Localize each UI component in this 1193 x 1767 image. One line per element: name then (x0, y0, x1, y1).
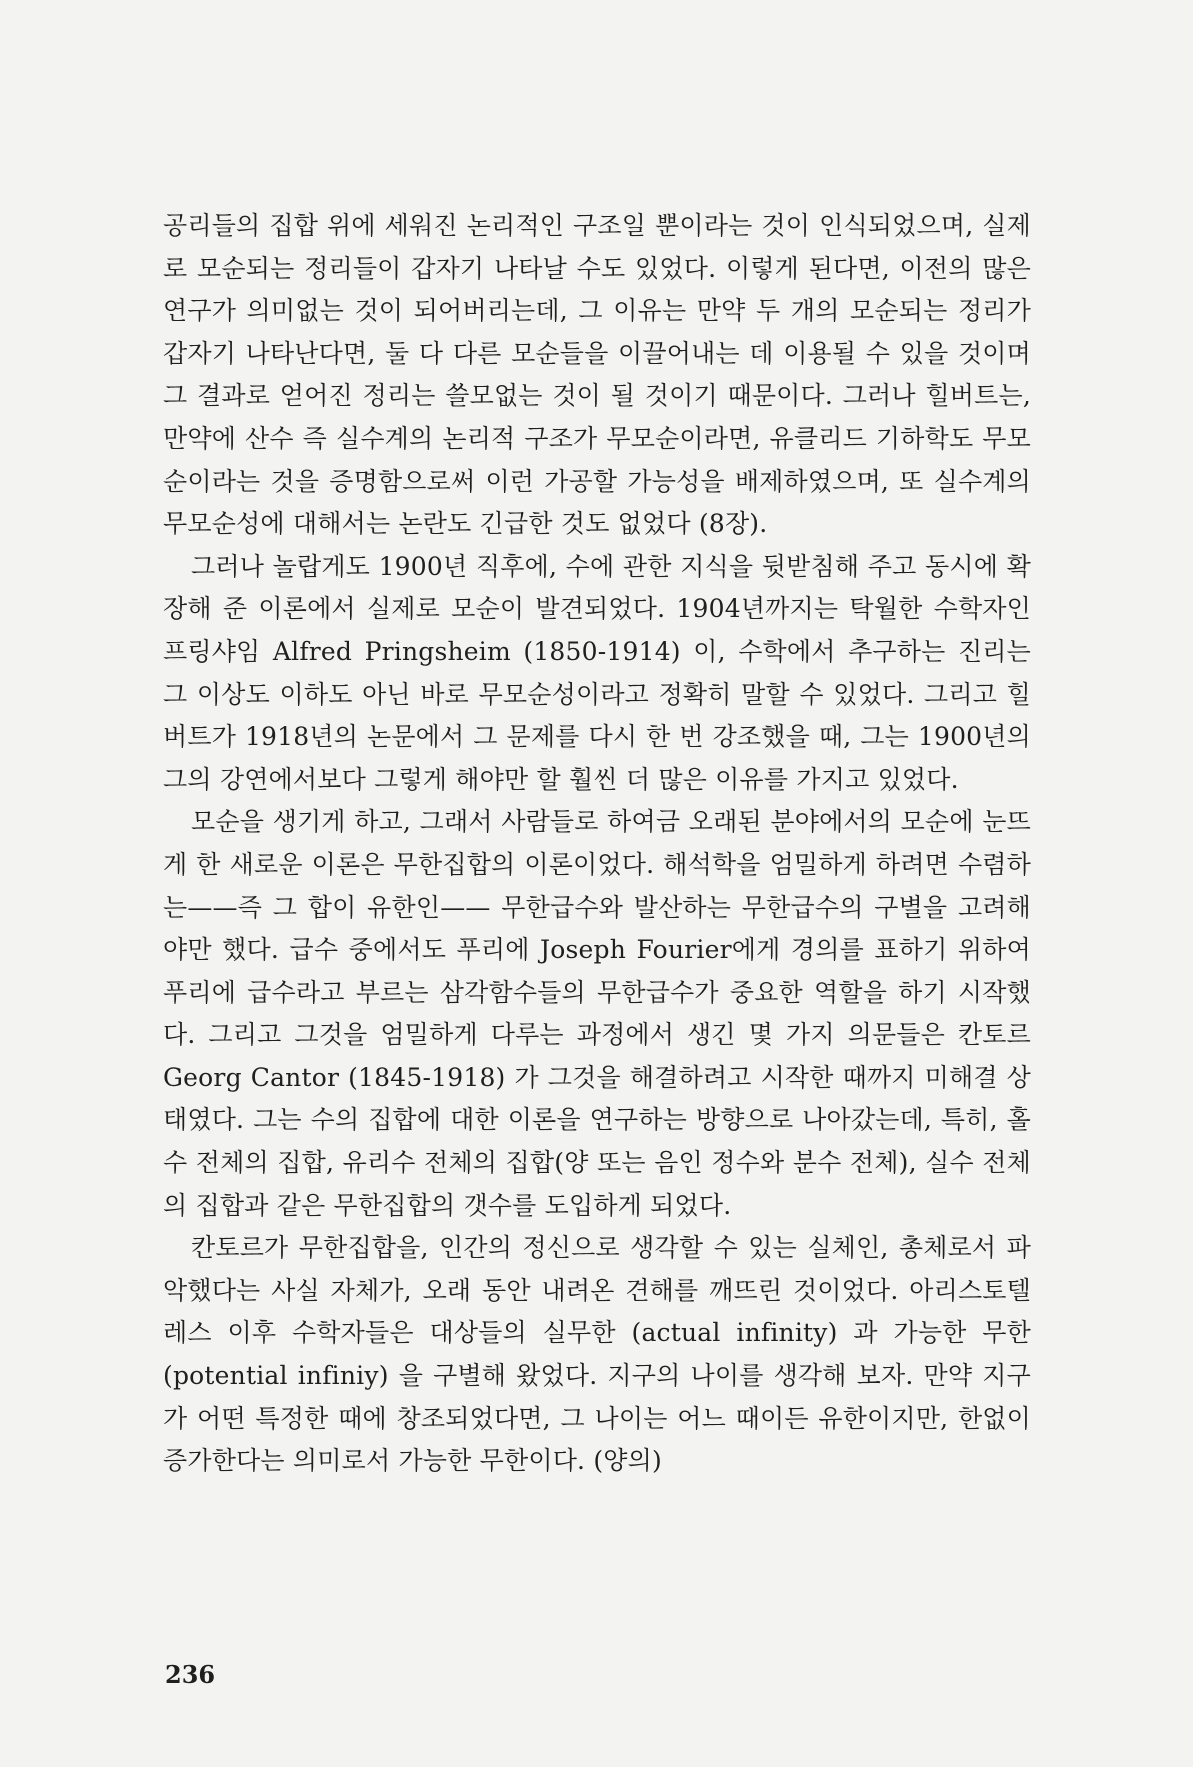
page-number: 236 (165, 1660, 216, 1689)
paragraph-3: 모순을 생기게 하고, 그래서 사람들로 하여금 오래된 분야에서의 모순에 눈뜨게 한 새로운 이론은 무한집합의 이론이었다. 해석학을 엄밀하게 하려면 수렴하는——즉 그 합이 유한인—— 무한급수와 발산하는 무한급수의 구별을 고려해야만 했다. 급수 중에서도 푸리에 Joseph Fourier에게 경의를 표하기 위하여 푸리에 급수라고 부르는 삼각함수들의 무한급수가 중요한 역할을 하기 시작했다. 그리고 그것을 엄밀하게 다루는 과정에서 생긴 몇 가지 의문들은 칸토르 Georg Cantor (1845-1918) 가 그것을 해결하려고 시작한 때까지 미해결 상태였다. 그는 수의 집합에 대한 이론을 연구하는 방향으로 나아갔는데, 특히, 홀수 전체의 집합, 유리수 전체의 집합(양 또는 음인 정수와 분수 전체), 실수 전체의 집합과 같은 무한집합의 갯수를 도입하게 되었다. (163, 807, 1031, 1220)
body-text (163, 205, 1031, 1483)
paragraph-1: 공리들의 집합 위에 세워진 논리적인 구조일 뿐이라는 것이 인식되었으며, 실제로 모순되는 정리들이 갑자기 나타날 수도 있었다. 이렇게 된다면, 이전의 많은 연구가 의미없는 것이 되어버리는데, 그 이유는 만약 두 개의 모순되는 정리가 갑자기 나타난다면, 둘 다 다른 모순들을 이끌어내는 데 이용될 수 있을 것이며 그 결과로 얻어진 정리는 쓸모없는 것이 될 것이기 때문이다. 그러나 힐버트는, 만약에 산수 즉 실수계의 논리적 구조가 무모순이라면, 유클리드 기하학도 무모순이라는 것을 증명함으로써 이런 가공할 가능성을 배제하였으며, 또 실수계의 무모순성에 대해서는 논란도 긴급한 것도 없었다 (8장). (163, 211, 1031, 539)
paragraph-2: 그러나 놀랍게도 1900년 직후에, 수에 관한 지식을 뒷받침해 주고 동시에 확장해 준 이론에서 실제로 모순이 발견되었다. 1904년까지는 탁월한 수학자인 프링샤임 Alfred Pringsheim (1850-1914) 이, 수학에서 추구하는 진리는 그 이상도 이하도 아닌 바로 무모순성이라고 정확히 말할 수 있었다. 그리고 힐버트가 1918년의 논문에서 그 문제를 다시 한 번 강조했을 때, 그는 1900년의 그의 강연에서보다 그렇게 해야만 할 훨씬 더 많은 이유를 가지고 있었다. (163, 551, 1031, 794)
paragraph-4: 칸토르가 무한집합을, 인간의 정신으로 생각할 수 있는 실체인, 총체로서 파악했다는 사실 자체가, 오래 동안 내려온 견해를 깨뜨린 것이었다. 아리스토텔레스 이후 수학자들은 대상들의 실무한 (actual infinity) 과 가능한 무한 (potential infiniy) 을 구별해 왔었다. 지구의 나이를 생각해 보자. 만약 지구가 어떤 특정한 때에 창조되었다면, 그 나이는 어느 때이든 유한이지만, 한없이 증가한다는 의미로서 가능한 무한이다. (양의) (163, 1233, 1031, 1476)
